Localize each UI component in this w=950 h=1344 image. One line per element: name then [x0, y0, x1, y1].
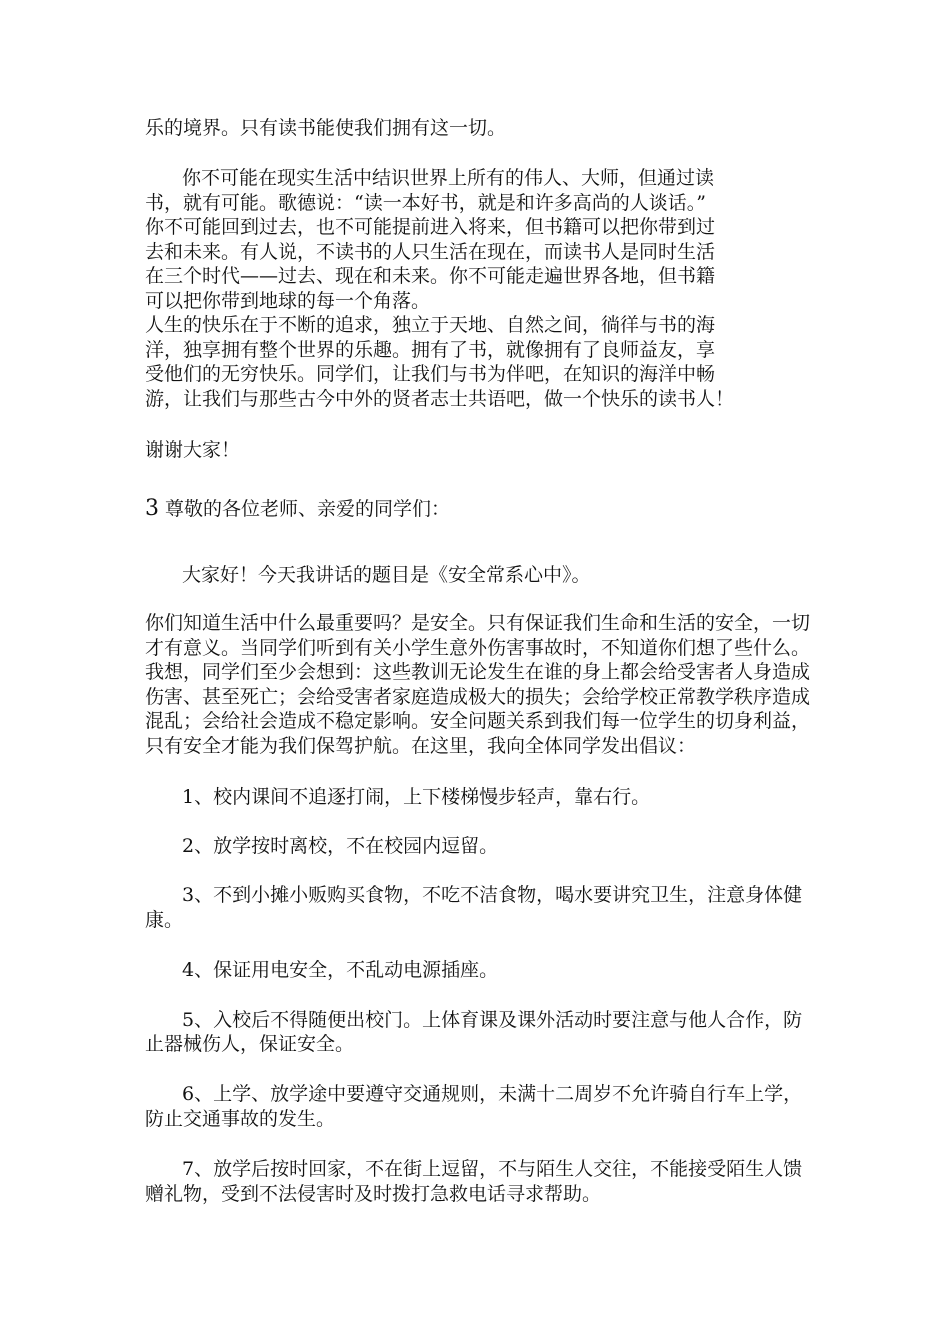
list-item-continuation: 赠礼物，受到不法侵害时及时拨打急救电话寻求帮助。 [145, 1183, 602, 1205]
text-line: 你不可能在现实生活中结识世界上所有的伟人、大师，但通过读 [182, 167, 715, 189]
text-line: 才有意义。当同学们听到有关小学生意外伤害事故时，不知道你们想了些什么。 [145, 637, 811, 659]
text-line: 伤害、甚至死亡；会给受害者家庭造成极大的损失；会给学校正常教学秩序造成 [145, 686, 811, 708]
list-item: 2、放学按时离校，不在校园内逗留。 [182, 835, 499, 857]
text-line: 混乱；会给社会造成不稳定影响。安全问题关系到我们每一位学生的切身利益， [145, 710, 811, 732]
list-item-continuation: 止器械伤人，保证安全。 [145, 1033, 355, 1055]
text-line: 你不可能回到过去，也不可能提前进入将来，但书籍可以把你带到过 [145, 216, 716, 238]
text-line: 只有安全才能为我们保驾护航。在这里，我向全体同学发出倡议： [145, 735, 697, 757]
text-line: 你们知道生活中什么最重要吗？是安全。只有保证我们生命和生活的安全，一切 [145, 612, 811, 634]
closing-line: 谢谢大家！ [145, 439, 241, 461]
list-item: 4、保证用电安全，不乱动电源插座。 [182, 959, 499, 981]
text-line: 在三个时代——过去、现在和未来。你不可能走遍世界各地，但书籍 [145, 265, 716, 287]
text-line: 乐的境界。只有读书能使我们拥有这一切。 [145, 117, 507, 139]
list-item-continuation: 康。 [145, 909, 184, 931]
text-line: 去和未来。有人说，不读书的人只生活在现在，而读书人是同时生活 [145, 241, 716, 263]
list-item: 3、不到小摊小贩购买食物，不吃不洁食物，喝水要讲究卫生，注意身体健 [182, 884, 803, 906]
list-item: 6、上学、放学途中要遵守交通规则，未满十二周岁不允许骑自行车上学， [182, 1083, 803, 1105]
section-salutation: 尊敬的各位老师、亲爱的同学们： [165, 498, 451, 520]
section-heading [145, 497, 450, 521]
text-line: 受他们的无穷快乐。同学们，让我们与书为伴吧，在知识的海洋中畅 [145, 363, 716, 385]
section-number: 3 [145, 496, 159, 521]
text-line: 我想，同学们至少会想到：这些教训无论发生在谁的身上都会给受害者人身造成 [145, 661, 811, 683]
list-item: 1、校内课间不追逐打闹，上下楼梯慢步轻声，靠右行。 [182, 786, 651, 808]
list-item: 5、入校后不得随便出校门。上体育课及课外活动时要注意与他人合作，防 [182, 1009, 803, 1031]
text-line: 大家好！今天我讲话的题目是《安全常系心中》。 [182, 564, 591, 586]
text-line: 书，就有可能。歌德说：“读一本好书，就是和许多高尚的人谈话。” [145, 192, 706, 214]
text-line: 洋，独享拥有整个世界的乐趣。拥有了书，就像拥有了良师益友，享 [145, 339, 716, 361]
text-line: 可以把你带到地球的每一个角落。 [145, 290, 431, 312]
list-item: 7、放学后按时回家，不在街上逗留，不与陌生人交往，不能接受陌生人馈 [182, 1158, 803, 1180]
text-line: 人生的快乐在于不断的追求，独立于天地、自然之间，徜徉与书的海 [145, 314, 716, 336]
list-item-continuation: 防止交通事故的发生。 [145, 1108, 336, 1130]
text-line: 游，让我们与那些古今中外的贤者志士共语吧，做一个快乐的读书人！ [145, 388, 735, 410]
